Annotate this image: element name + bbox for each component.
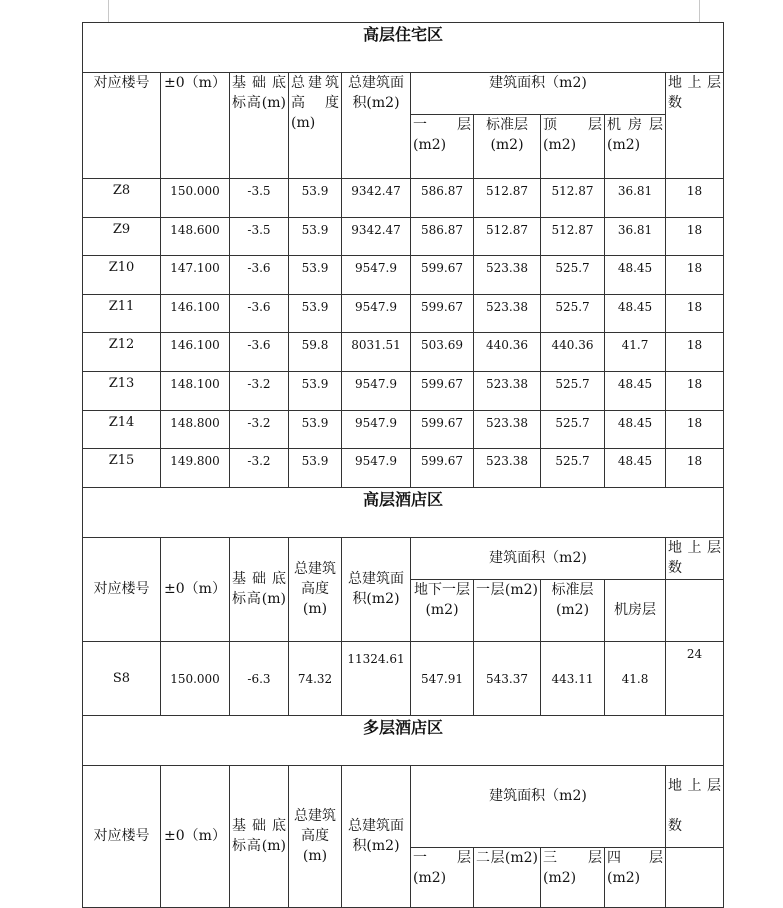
cell-foundation: -3.6 [230,256,289,295]
cell-standard: 512.87 [474,179,541,218]
header-building: 对应楼号 [83,537,161,641]
cell-top: 525.7 [541,294,605,333]
cell-foundation: -3.5 [230,217,289,256]
cell-standard: 523.38 [474,410,541,449]
cell-machine: 41.7 [605,333,666,372]
cell-foundation: -3.6 [230,333,289,372]
cell-top: 512.87 [541,217,605,256]
header-floor-area: 建筑面积（m2) [411,765,666,847]
cell-building: Z15 [83,449,161,488]
cell-floors: 18 [666,410,724,449]
header-elevation: ±0（m） [161,537,230,641]
header-total-area: 总建筑面积(m2) [342,537,411,641]
cell-machine: 41.8 [605,641,666,715]
header-floor1: 一层(m2) [411,115,474,179]
header-floor4: 四层(m2) [605,847,666,907]
cell-top: 440.36 [541,333,605,372]
cell-elevation: 148.600 [161,217,230,256]
page-frame [108,0,700,22]
cell-building: Z12 [83,333,161,372]
cell-floors: 18 [666,256,724,295]
cell-total-area: 8031.51 [342,333,411,372]
cell-floors: 24 [666,641,724,715]
cell-foundation: -3.2 [230,410,289,449]
cell-elevation: 148.800 [161,410,230,449]
cell-machine: 48.45 [605,449,666,488]
cell-floor1: 586.87 [411,217,474,256]
header-floor1: 一层(m2) [474,579,541,641]
table-row [83,179,724,218]
header-total-height: 总建筑高度(m) [289,537,342,641]
cell-total-area: 9342.47 [342,179,411,218]
cell-total-height: 53.9 [289,449,342,488]
header-floor1: 一层(m2) [411,847,474,907]
cell-floor1: 599.67 [411,256,474,295]
cell-floors: 18 [666,333,724,372]
cell-elevation: 146.100 [161,333,230,372]
table-row [83,333,724,372]
cell-floor1: 599.67 [411,294,474,333]
header-floor-area: 建筑面积（m2) [411,73,666,115]
cell-total-height: 53.9 [289,294,342,333]
cell-building: Z8 [83,179,161,218]
header-total-area: 总建筑面积(m2) [342,73,411,179]
cell-floors: 18 [666,449,724,488]
cell-machine: 36.81 [605,217,666,256]
cell-standard: 512.87 [474,217,541,256]
header-building: 对应楼号 [83,765,161,907]
header-floors: 地上层数 [666,73,724,179]
cell-total-area: 9547.9 [342,371,411,410]
section-title-residential: 高层住宅区 [83,23,724,73]
cell-elevation: 150.000 [161,179,230,218]
cell-building: Z9 [83,217,161,256]
cell-machine: 48.45 [605,294,666,333]
header-floors-empty [666,847,724,907]
cell-top: 525.7 [541,256,605,295]
cell-elevation: 149.800 [161,449,230,488]
cell-elevation: 146.100 [161,294,230,333]
table-row [83,371,724,410]
cell-floor1: 543.37 [474,641,541,715]
cell-machine: 48.45 [605,410,666,449]
cell-foundation: -6.3 [230,641,289,715]
cell-total-area: 9547.9 [342,449,411,488]
header-elevation: ±0（m） [161,765,230,907]
cell-total-area: 9547.9 [342,410,411,449]
cell-total-area: 9547.9 [342,256,411,295]
cell-total-height: 53.9 [289,410,342,449]
cell-foundation: -3.2 [230,371,289,410]
table-row [83,294,724,333]
header-floor3: 三层(m2) [541,847,605,907]
cell-elevation: 150.000 [161,641,230,715]
cell-top: 525.7 [541,371,605,410]
cell-floor1: 599.67 [411,449,474,488]
cell-total-height: 53.9 [289,371,342,410]
header-floor2: 二层(m2) [474,847,541,907]
cell-machine: 36.81 [605,179,666,218]
cell-building: Z11 [83,294,161,333]
header-standard: 标准层(m2) [541,579,605,641]
cell-total-height: 53.9 [289,256,342,295]
cell-standard: 523.38 [474,294,541,333]
cell-elevation: 147.100 [161,256,230,295]
cell-standard: 443.11 [541,641,605,715]
building-data-table [82,22,724,908]
section-title-hotel-high: 高层酒店区 [83,487,724,537]
cell-standard: 523.38 [474,256,541,295]
cell-standard: 440.36 [474,333,541,372]
table-row [83,641,724,715]
cell-floors: 18 [666,217,724,256]
cell-elevation: 148.100 [161,371,230,410]
cell-standard: 523.38 [474,449,541,488]
cell-top: 512.87 [541,179,605,218]
cell-top: 525.7 [541,449,605,488]
cell-floor1: 599.67 [411,371,474,410]
table-row [83,410,724,449]
cell-floor1: 586.87 [411,179,474,218]
header-standard: 标准层(m2) [474,115,541,179]
table-row [83,217,724,256]
cell-machine: 48.45 [605,256,666,295]
table-row [83,449,724,488]
cell-foundation: -3.5 [230,179,289,218]
header-total-height: 总建筑高度(m) [289,73,342,179]
cell-building: S8 [83,641,161,715]
cell-total-height: 53.9 [289,179,342,218]
header-machine: 机房层(m2) [605,115,666,179]
header-foundation: 基础底标高(m) [230,537,289,641]
cell-total-area: 9342.47 [342,217,411,256]
cell-total-height: 74.32 [289,641,342,715]
cell-building: Z14 [83,410,161,449]
header-floors: 地上层数 [666,537,724,579]
header-elevation: ±0（m） [161,73,230,179]
cell-total-height: 53.9 [289,217,342,256]
header-machine: 机房层 [605,579,666,641]
section-title-hotel-multi: 多层酒店区 [83,715,724,765]
cell-floors: 18 [666,294,724,333]
header-foundation: 基础底标高(m) [230,73,289,179]
cell-total-area: 9547.9 [342,294,411,333]
cell-basement1: 547.91 [411,641,474,715]
header-top: 顶层(m2) [541,115,605,179]
cell-top: 525.7 [541,410,605,449]
cell-total-height: 59.8 [289,333,342,372]
header-building: 对应楼号 [83,73,161,179]
residential-rows [83,179,724,488]
table-row [83,256,724,295]
cell-machine: 48.45 [605,371,666,410]
cell-building: Z10 [83,256,161,295]
cell-floor1: 503.69 [411,333,474,372]
header-floors-empty [666,579,724,641]
header-floors: 地上层数 [666,765,724,847]
cell-foundation: -3.2 [230,449,289,488]
cell-standard: 523.38 [474,371,541,410]
cell-floors: 18 [666,371,724,410]
cell-building: Z13 [83,371,161,410]
header-total-area: 总建筑面积(m2) [342,765,411,907]
cell-foundation: -3.6 [230,294,289,333]
header-total-height: 总建筑高度(m) [289,765,342,907]
header-floor-area: 建筑面积（m2) [411,537,666,579]
header-basement1: 地下一层(m2) [411,579,474,641]
cell-total-area: 11324.61 [342,641,411,715]
cell-floor1: 599.67 [411,410,474,449]
header-foundation: 基础底标高(m) [230,765,289,907]
cell-floors: 18 [666,179,724,218]
